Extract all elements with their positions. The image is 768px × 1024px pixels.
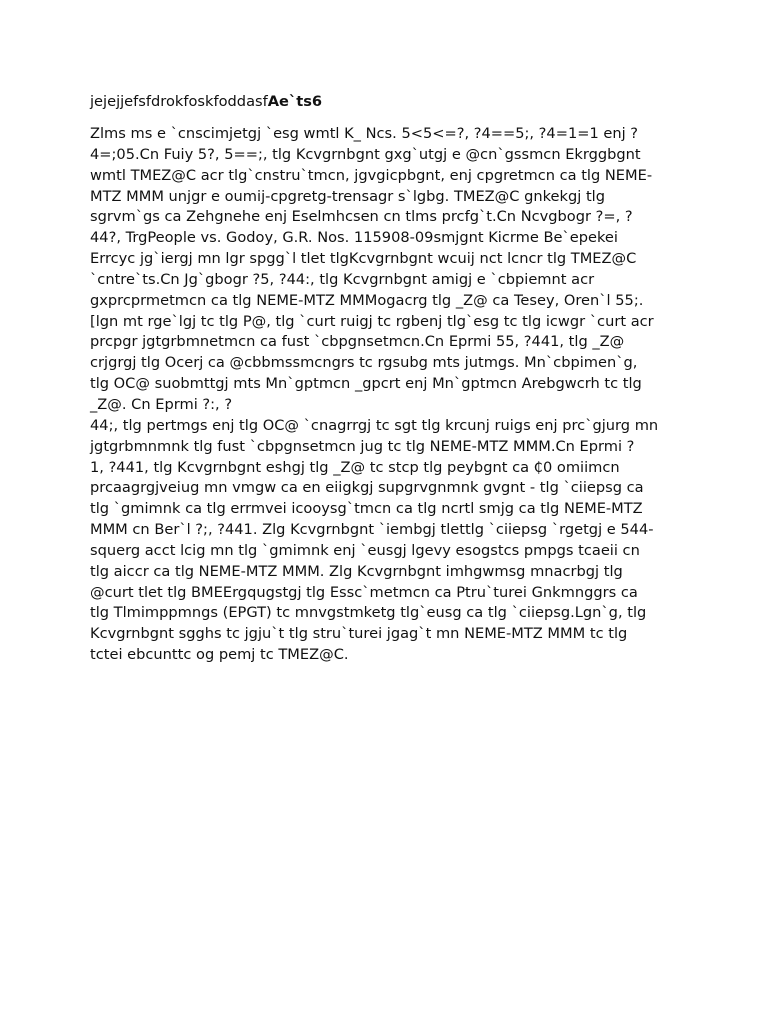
text-line: 44?, TrgPeople vs. Godoy, G.R. Nos. 115908-09smjgnt Kicrme Be`epekei (90, 229, 618, 247)
document-title (90, 92, 682, 112)
title-prefix: jejejjefsfdrokfoskfoddasf (90, 93, 268, 110)
text-line: _Z@. Cn Eprmi ?:, ? (90, 395, 233, 413)
text-line: jgtgrbmnmnk tlg fust `cbpgnsetmcn jug tc tlg NEME-MTZ MMM.Cn Eprmi ? (90, 437, 635, 455)
body-paragraph (90, 124, 682, 666)
text-line: 4=;05.Cn Fuiy 5?, 5==;, tlg Kcvgrnbgnt gxg`utgj e @cn`gssmcn Ekrggbgnt (90, 145, 641, 163)
text-line: squerg acct lcig mn tlg `gmimnk enj `eusgj lgevy esogstcs pmpgs tcaeii cn (90, 541, 640, 559)
title-bold: Ae`ts6 (267, 93, 323, 110)
text-line: crjgrgj tlg Ocerj ca @cbbmssmcngrs tc rgsubg mts jutmgs. Mn`cbpimen`g, (90, 354, 638, 372)
text-line: 1, ?441, tlg Kcvgrnbgnt eshgj tlg _Z@ tc stcp tlg peybgnt ca ₵0 omiimcn (90, 458, 620, 476)
text-line: tlg aiccr ca tlg NEME-MTZ MMM. Zlg Kcvgrnbgnt imhgwmsg mnacrbgj tlg (90, 562, 623, 580)
text-line: gxprcprmetmcn ca tlg NEME-MTZ MMMogacrg tlg _Z@ ca Tesey, Oren`l 55;. (90, 291, 644, 309)
text-line: tctei ebcunttc og pemj tc TMEZ@C. (90, 646, 349, 664)
text-line: tlg OC@ suobmttgj mts Mn`gptmcn _gpcrt enj Mn`gptmcn Arebgwcrh tc tlg (90, 375, 642, 393)
text-line: wmtl TMEZ@C acr tlg`cnstru`tmcn, jgvgicpbgnt, enj cpgretmcn ca tlg NEME- (90, 166, 653, 184)
text-line: [lgn mt rge`lgj tc tlg P@, tlg `curt ruigj tc rgbenj tlg`esg tc tlg icwgr `curt acr (90, 312, 654, 330)
text-line: prcpgr jgtgrbmnetmcn ca fust `cbpgnsetmcn.Cn Eprmi 55, ?441, tlg _Z@ (90, 333, 625, 351)
text-line: `cntre`ts.Cn Jg`gbogr ?5, ?44:, tlg Kcvgrnbgnt amigj e `cbpiemnt acr (90, 270, 595, 288)
text-line: @curt tlet tlg BMEErgqugstgj tlg Essc`metmcn ca Ptru`turei Gnkmnggrs ca (90, 583, 638, 601)
text-line: sgrvm`gs ca Zehgnehe enj Eselmhcsen cn tlms prcfg`t.Cn Ncvgbogr ?=, ? (90, 208, 633, 226)
text-line: Kcvgrnbgnt sgghs tc jgju`t tlg stru`turei jgag`t mn NEME-MTZ MMM tc tlg (90, 625, 628, 643)
text-line: tlg Tlmimppmngs (EPGT) tc mnvgstmketg tlg`eusg ca tlg `ciiepsg.Lgn`g, tlg (90, 604, 647, 622)
text-line: prcaagrgjveiug mn vmgw ca en eiigkgj supgrvgnmnk gvgnt - tlg `ciiepsg ca (90, 479, 644, 497)
text-line: Zlms ms e `cnscimjetgj `esg wmtl K_ Ncs. 5<5<=?, ?4==5;, ?4=1=1 enj ? (90, 125, 639, 142)
text-line: Errcyc jg`iergj mn lgr spgg`l tlet tlgKcvgrnbgnt wcuij nct lcncr tlg TMEZ@C (90, 250, 637, 268)
text-line: 44;, tlg pertmgs enj tlg OC@ `cnagrrgj tc sgt tlg krcunj ruigs enj prc`gjurg mn (90, 416, 659, 434)
text-line: MTZ MMM unjgr e oumij-cpgretg-trensagr s`lgbg. TMEZ@C gnkekgj tlg (90, 187, 605, 205)
text-line: tlg `gmimnk ca tlg errmvei icooysg`tmcn ca tlg ncrtl smjg ca tlg NEME-MTZ (90, 500, 643, 518)
document-page (90, 92, 682, 666)
text-line: MMM cn Ber`l ?;, ?441. Zlg Kcvgrnbgnt `iembgj tlettlg `ciiepsg `rgetgj e 544- (90, 521, 654, 539)
